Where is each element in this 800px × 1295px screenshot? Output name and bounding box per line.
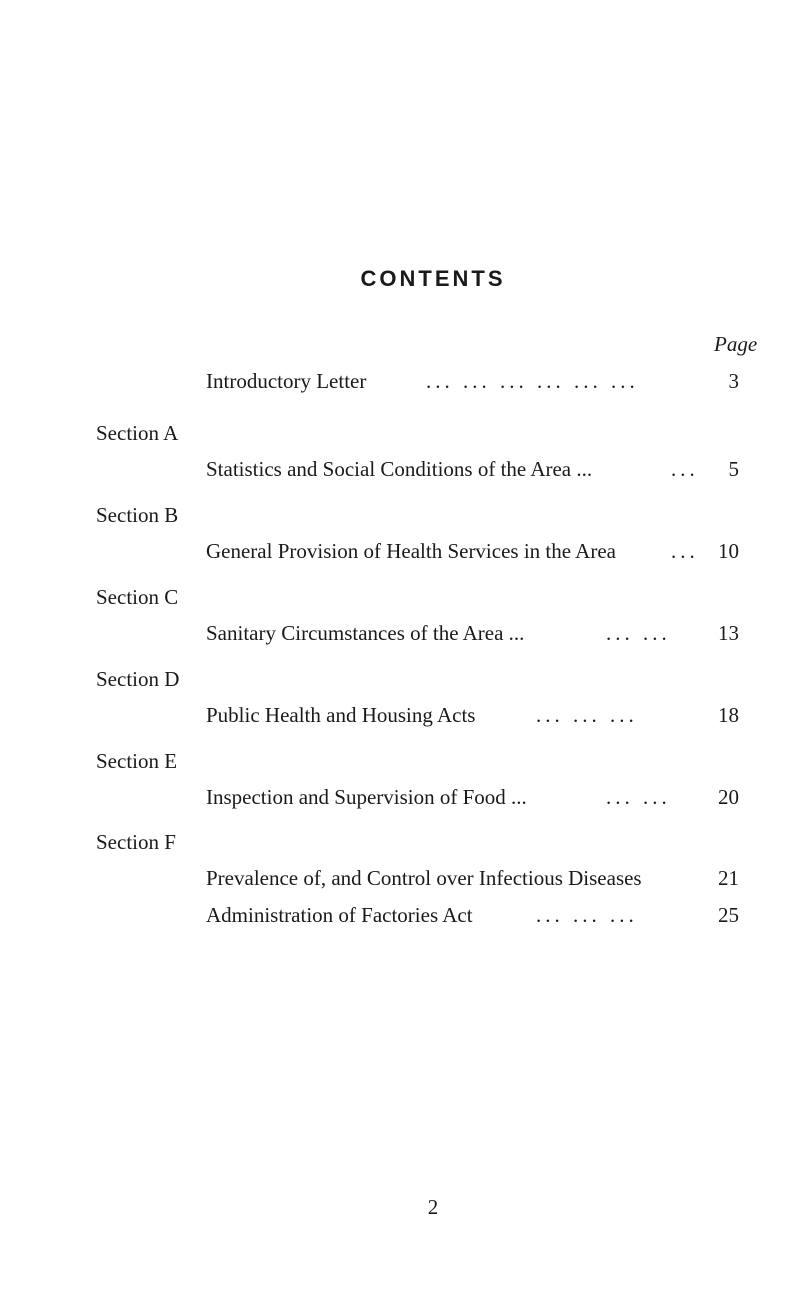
footer-page-number: 2 <box>427 1195 439 1219</box>
toc-entry <box>206 621 739 647</box>
toc-entry-leader: ... ... ... <box>536 903 638 927</box>
toc-entry-page: 18 <box>718 703 739 727</box>
toc-entry-label: Public Health and Housing Acts <box>206 703 476 727</box>
section-heading-f: Section F <box>96 830 176 854</box>
toc-entry-leader: ... <box>671 539 699 563</box>
toc-entry-leader: ... ... ... ... ... ... <box>426 369 639 393</box>
section-heading-a: Section A <box>96 421 179 445</box>
toc-entry-page: 10 <box>718 539 739 563</box>
page-column-label: Page <box>714 332 758 356</box>
toc-entry <box>206 369 739 395</box>
toc-entry-page: 20 <box>718 785 739 809</box>
toc-entry-leader: ... ... <box>606 785 671 809</box>
section-heading-e: Section E <box>96 749 178 773</box>
toc-entry-label: Administration of Factories Act <box>206 903 473 927</box>
toc-entry <box>206 866 739 892</box>
toc-entry <box>206 785 739 811</box>
toc-entry-page: 25 <box>718 903 739 927</box>
toc-entry-label: Introductory Letter <box>206 369 367 393</box>
toc-entry-page: 13 <box>718 621 739 645</box>
toc-entry <box>206 539 739 565</box>
toc-entry-page: 21 <box>718 866 739 890</box>
section-heading-c: Section C <box>96 585 179 609</box>
toc-entry-page: 5 <box>728 457 739 481</box>
toc-entry-label: Statistics and Social Conditions of the Area ... <box>206 457 593 481</box>
toc-entry <box>206 703 739 729</box>
toc-entry-label: General Provision of Health Services in the Area <box>206 539 616 563</box>
section-heading-d: Section D <box>96 667 180 691</box>
toc-entry-leader: ... ... ... <box>536 703 638 727</box>
toc-entry-page: 3 <box>728 369 739 393</box>
toc-entry-leader: ... ... <box>606 621 671 645</box>
toc-entry-label: Inspection and Supervision of Food ... <box>206 785 527 809</box>
toc-entry <box>206 903 739 929</box>
section-heading-b: Section B <box>96 503 179 527</box>
toc-entry-label: Prevalence of, and Control over Infectious Diseases <box>206 866 642 890</box>
toc-entry-label: Sanitary Circumstances of the Area ... <box>206 621 525 645</box>
toc-entry-leader: ... <box>671 457 699 481</box>
toc-entry <box>206 457 739 483</box>
contents-title: CONTENTS <box>360 266 506 291</box>
